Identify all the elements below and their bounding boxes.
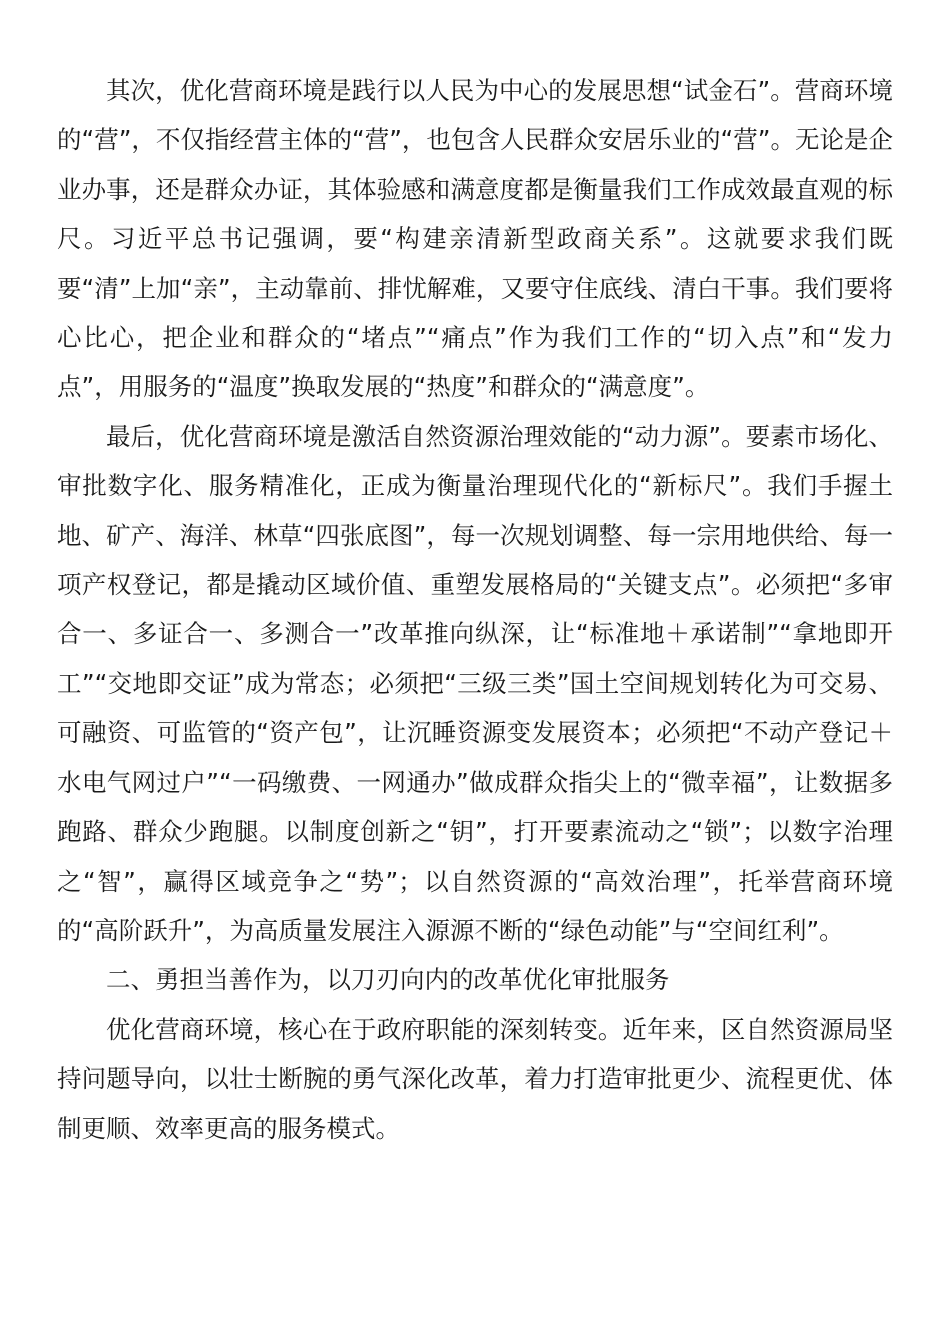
document-body [57, 66, 893, 1153]
section-heading: 二、勇担当善作为，以刀刃向内的改革优化审批服务 [106, 965, 670, 995]
paragraph-finally: 最后，优化营商环境是激活自然资源治理效能的“动力源”。要素市场化、审批数字化、服务精准化，正成为衡量治理现代化的“新标尺”。我们手握土地、矿产、海洋、林草“四张底图”，每一次规划调整、每一宗用地供给、每一项产权登记，都是撬动区域价值、重塑发展格局的“关键支点”。必须把“多审合一、多证合一、多测合一”改革推向纵深，让“标准地＋承诺制”“拿地即开工”“交地即交证”成为常态；必须把“三级三类”国土空间规划转化为可交易、可融资、可监管的“资产包”，让沉睡资源变发展资本；必须把“不动产登记＋水电气网过户”“一码缴费、一网通办”做成群众指尖上的“微幸福”，让数据多跑路、群众少跑腿。以制度创新之“钥”，打开要素流动之“锁”；以数字治理之“智”，赢得区域竞争之“势”；以自然资源的“高效治理”，托举营商环境的“高阶跃升”，为高质量发展注入源源不断的“绿色动能”与“空间红利”。 [57, 421, 893, 945]
paragraph-secondly: 其次，优化营商环境是践行以人民为中心的发展思想“试金石”。营商环境的“营”，不仅指经营主体的“营”，也包含人民群众安居乐业的“营”。无论是企业办事，还是群众办证，其体验感和满意度都是衡量我们工作成效最直观的标尺。习近平总书记强调，要“构建亲清新型政商关系”。这就要求我们既要“清”上加“亲”，主动靠前、排忧解难，又要守住底线、清白干事。我们要将心比心，把企业和群众的“堵点”“痛点”作为我们工作的“切入点”和“发力点”，用服务的“温度”换取发展的“热度”和群众的“满意度”。 [57, 76, 893, 402]
paragraph-section-intro: 优化营商环境，核心在于政府职能的深刻转变。近年来，区自然资源局坚持问题导向，以壮士断腕的勇气深化改革，着力打造审批更少、流程更优、体制更顺、效率更高的服务模式。 [57, 1014, 893, 1143]
